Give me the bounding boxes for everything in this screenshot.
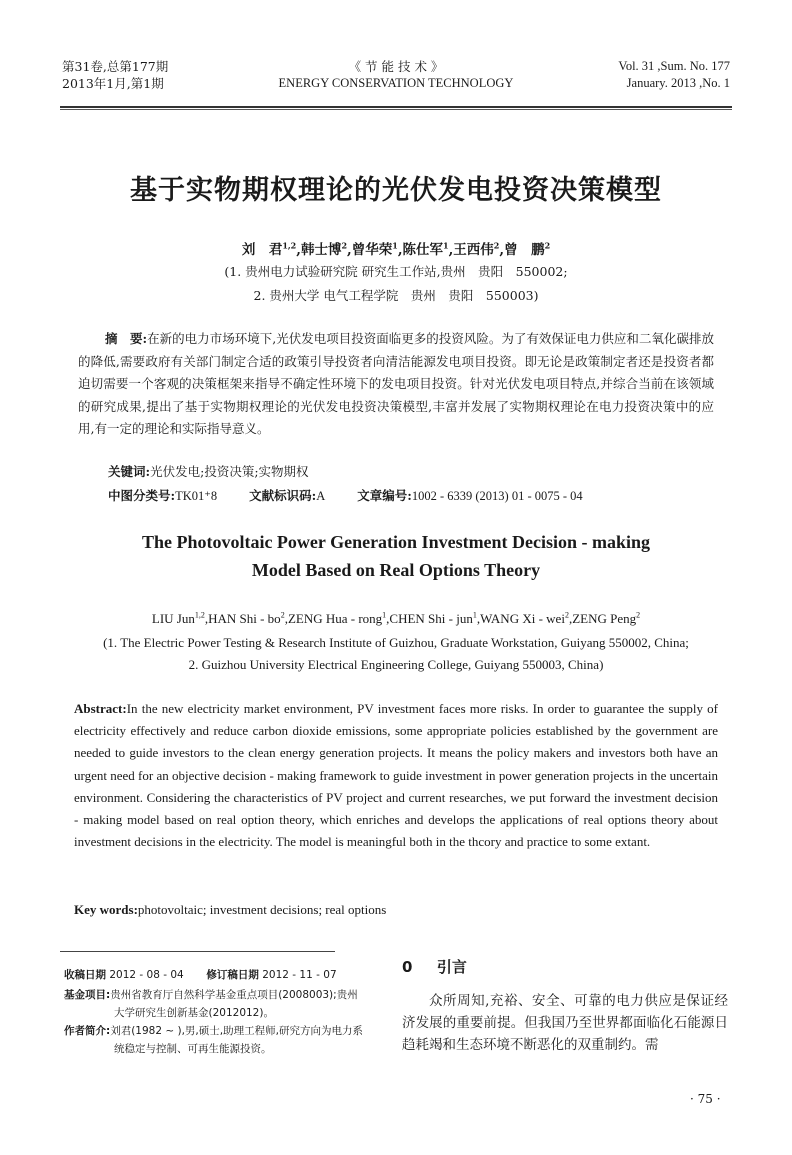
footnote-fund (64, 986, 364, 1022)
received-label: 收稿日期 (64, 969, 106, 981)
affiliation-zh-1: (1. 贵州电力试验研究院 研究生工作站,贵州 贵阳 550002; (224, 264, 568, 279)
header-right-line2: January. 2013 ,No. 1 (626, 76, 730, 90)
paper-title-zh: 基于实物期权理论的光伏发电投资决策模型 (130, 175, 662, 206)
author-list-en: LIU Jun$^{1,2}$,HAN Shi - $bo^2,ZENG$ Hua - rong$^1$,CHEN Shi - jun$^1$,WANG Xi - wei$^2$,ZENG Peng$^2$ (151, 610, 641, 626)
footnote-dates (64, 966, 364, 984)
author-bio-label: 作者简介: (64, 1025, 111, 1037)
clc-value: TK01⁺8 (175, 489, 218, 503)
fund-label: 基金项目: (64, 989, 111, 1001)
paper-title-en (0, 528, 792, 584)
doc-code-label: 文献标识码: (249, 488, 317, 503)
paper-title-en-line1: The Photovoltaic Power Generation Investment Decision - making (141, 532, 651, 552)
author-bio-text: 刘君(1982 ~ ),男,硕士,助理工程师,研究方向为电力系统稳定与控制、可再生能源投资。 (110, 1025, 363, 1055)
abstract-en (74, 698, 718, 853)
article-number-value: 1002 - 6339 (2013) 01 - 0075 - 04 (411, 489, 583, 503)
abstract-en-text: In the new electricity market environment, PV investment faces more risks. In order to guarantee the supply of electricity effectively and reduce carbon dioxide emissions, some appropriate policies established by the government are needed to guide investors to the clean energy generation projects. It means the policy makers and investors both have an urgent need for an objective decision - making framework to guide investment in power generation projects in the uncertain environment. Considering the characteristics of PV project and current researches, we put forward the investment decision - making model based on real option theory, which enriches and develops the applications of real options theory about investment decisions in the electricity. The model is meaningful both in the thcory and practice to some extant. (74, 701, 718, 850)
author-zh: 韩士博$^2$ (300, 240, 348, 258)
footnote-rule (60, 951, 335, 952)
author-zh: 王西伟$^2$ (453, 240, 500, 258)
revised-date: 2012 - 11 - 07 (262, 969, 337, 981)
header-rule-thin (60, 109, 732, 110)
keywords-zh-text: 光伏发电;投资决策;实物期权 (150, 464, 309, 479)
abstract-en-label: Abstract: (74, 701, 127, 716)
author-en: CHEN Shi - jun$^1$ (389, 610, 477, 626)
header-center-line1: 《 节 能 技 术 》 (348, 59, 444, 74)
author-en: WANG Xi - wei$^2$ (480, 610, 569, 626)
section-title: 引言 (436, 958, 467, 976)
article-number-label: 文章编号: (357, 488, 412, 503)
author-en: ZENG Hua - rong$^1$ (287, 610, 387, 626)
abstract-zh-label: 摘 要: (105, 331, 148, 346)
author-en: LIU Jun$^{1,2}$ (151, 610, 205, 626)
journal-issue-en (618, 58, 730, 92)
author-zh: 陈仕军$^1$ (402, 240, 449, 258)
page-number: · 75 · (690, 1092, 721, 1106)
abstract-zh (78, 328, 714, 441)
header-rule (60, 106, 732, 108)
clc-label: 中图分类号: (108, 488, 176, 503)
author-list-zh: 刘 君$^{1,2}$,韩士博$^2$,曾华荣$^1$,陈仕军$^1$,王西伟$^2$,曾 鹏$^2$ (241, 240, 551, 258)
affiliation-en-1: (1. The Electric Power Testing & Research Institute of Guizhou, Graduate Workstation, Guiyang 550002, China; (103, 635, 689, 650)
abstract-zh-text: 在新的电力市场环境下,光伏发电项目投资面临更多的投资风险。为了有效保证电力供应和二氧化碳排放的降低,需要政府有关部门制定合适的政策引导投资者向清洁能源发电项目投资。即无论是政策制定者还是投资者都迫切需要一个客观的决策框架来指导不确定性环境下的发电项目投资。针对光伏发电项目特点,并综合当前在该领域的研究成果,提出了基于实物期权理论的光伏发电投资决策模型,丰富并发展了实物期权理论在电力投资决策中的应用,有一定的理论和实际指导意义。 (78, 331, 714, 436)
author-zh: 曾华荣$^1$ (351, 240, 398, 258)
header-center-line2: ENERGY CONSERVATION TECHNOLOGY (278, 76, 514, 90)
author-zh: 刘 君$^{1,2}$ (241, 240, 297, 258)
footnote-author-bio (64, 1022, 364, 1058)
revised-label: 修订稿日期 (206, 969, 259, 981)
keywords-zh-label: 关键词: (108, 464, 151, 479)
keywords-en-label: Key words: (74, 902, 138, 917)
keywords-zh (108, 462, 309, 480)
author-en: ZENG Peng$^2$ (572, 610, 641, 626)
paper-title-en-line2: Model Based on Real Options Theory (251, 560, 541, 580)
keywords-en-text: photovoltaic; investment decisions; real options (137, 902, 387, 917)
doc-code-value: A (316, 489, 326, 503)
classification-line (108, 486, 583, 504)
affiliation-en-2: 2. Guizhou University Electrical Engineering College, Guiyang 550003, China) (188, 657, 604, 672)
header-right-line1: Vol. 31 ,Sum. No. 177 (618, 59, 730, 73)
header-left-line1: 第31卷,总第177期 (62, 59, 169, 74)
body-paragraph: 众所周知,充裕、安全、可靠的电力供应是保证经济发展的重要前提。但我国乃至世界都面临化石能源日趋耗竭和生态环境不断恶化的双重制约。需 (402, 993, 728, 1053)
affiliation-zh-2: 2. 贵州大学 电气工程学院 贵州 贵阳 550003) (253, 288, 539, 303)
author-en: HAN Shi - $bo^2$ (208, 610, 285, 626)
received-date: 2012 - 08 - 04 (109, 969, 184, 981)
author-zh: 曾 鹏$^2$ (504, 240, 551, 258)
keywords-en (74, 902, 386, 918)
header-left-line2: 2013年1月,第1期 (62, 76, 164, 91)
fund-text: 贵州省教育厅自然科学基金重点项目(2008003);贵州大学研究生创新基金(2012012)。 (110, 989, 358, 1019)
section-heading (402, 956, 467, 977)
section-number: 0 (402, 958, 413, 976)
